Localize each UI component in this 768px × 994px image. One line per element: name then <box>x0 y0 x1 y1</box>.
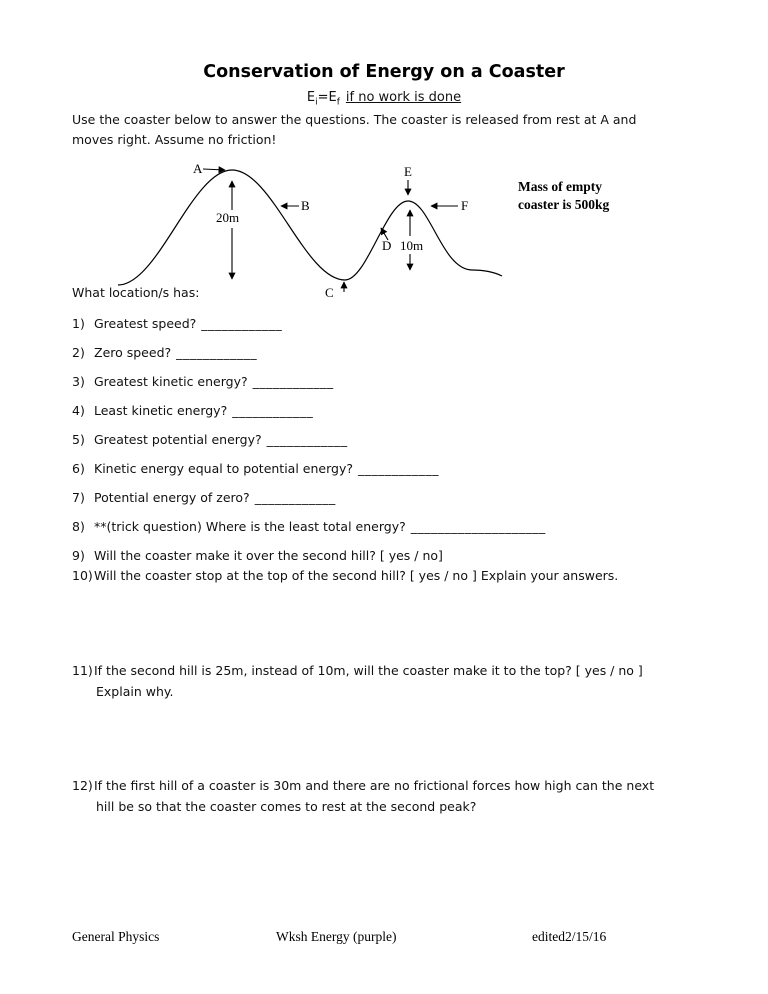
equation-sub-f: f <box>336 97 340 108</box>
answer-blank: ____________ <box>254 490 336 505</box>
question-text: If the second hill is 25m, instead of 10m, will the coaster make it to the top? [ yes / no ] <box>94 663 643 678</box>
label-point-B: B <box>301 198 310 213</box>
question-number: 10) <box>72 568 93 583</box>
mass-note <box>518 178 609 214</box>
answer-blank: ____________ <box>176 345 258 360</box>
mass-note-line-1: Mass of empty <box>518 179 602 194</box>
question-7 <box>72 489 722 506</box>
question-number: 1) <box>72 316 85 331</box>
question-text: Greatest kinetic energy? <box>94 374 248 389</box>
question-number: 4) <box>72 403 85 418</box>
question-number: 2) <box>72 345 85 360</box>
question-text: If the first hill of a coaster is 30m and there are no frictional forces how high can the next <box>94 778 655 793</box>
page-title: Conservation of Energy on a Coaster <box>203 62 565 82</box>
question-text: Kinetic energy equal to potential energy? <box>94 461 353 476</box>
answer-blank: ____________ <box>201 316 283 331</box>
coaster-diagram-svg <box>100 158 520 306</box>
question-number: 6) <box>72 461 85 476</box>
question-9 <box>72 547 722 564</box>
question-text-line-2: Explain why. <box>96 684 174 699</box>
question-text: Least kinetic energy? <box>94 403 228 418</box>
question-number: 9) <box>72 548 85 563</box>
equation-e-final: =E <box>317 90 337 105</box>
question-number: 3) <box>72 374 85 389</box>
intro-line-1: Use the coaster below to answer the questions. The coaster is released from rest at A and <box>72 112 637 127</box>
equation-e-initial: E <box>306 90 316 105</box>
question-number: 7) <box>72 490 85 505</box>
question-text: Greatest speed? <box>94 316 197 331</box>
answer-blank: ____________ <box>266 432 348 447</box>
question-1 <box>72 315 722 332</box>
question-5 <box>72 431 722 448</box>
question-text: **(trick question) Where is the least total energy? <box>94 519 406 534</box>
answer-blank: ____________ <box>357 461 439 476</box>
label-point-F: F <box>461 198 469 213</box>
intro-line-2: moves right. Assume no friction! <box>72 132 277 147</box>
answer-blank: ____________________ <box>410 519 546 534</box>
label-point-D: D <box>382 238 392 253</box>
arrow-A-icon <box>203 169 225 170</box>
coaster-diagram <box>0 0 768 310</box>
questions-list <box>72 315 722 827</box>
question-10 <box>72 567 722 584</box>
footer-course: General Physics <box>72 929 160 944</box>
label-point-C: C <box>325 285 334 300</box>
footer-edited-date: edited2/15/16 <box>532 929 607 944</box>
question-4 <box>72 402 722 419</box>
label-second-hill-height: 10m <box>400 238 424 253</box>
equation-condition: if no work is done <box>345 90 462 105</box>
equation-sub-i: i <box>315 97 318 108</box>
question-text: Zero speed? <box>94 345 172 360</box>
mass-note-line-2: coaster is 500kg <box>518 197 610 212</box>
question-number: 12) <box>72 778 93 793</box>
coaster-track <box>118 170 502 285</box>
question-3 <box>72 373 722 390</box>
questions-prompt: What location/s has: <box>72 285 200 300</box>
question-text-line-2: hill be so that the coaster comes to rest at the second peak? <box>96 799 477 814</box>
question-text: Will the coaster stop at the top of the second hill? [ yes / no ] Explain your answers. <box>94 568 619 583</box>
question-11 <box>72 662 722 700</box>
question-8 <box>72 518 722 535</box>
page-footer <box>0 929 768 949</box>
question-text: Greatest potential energy? <box>94 432 262 447</box>
question-2 <box>72 344 722 361</box>
answer-blank: ____________ <box>252 374 334 389</box>
question-number: 5) <box>72 432 85 447</box>
footer-worksheet-name: Wksh Energy (purple) <box>276 929 397 944</box>
answer-blank: ____________ <box>232 403 314 418</box>
question-text: Will the coaster make it over the second hill? [ yes / no] <box>94 548 443 563</box>
label-point-E: E <box>404 164 412 179</box>
question-number: 11) <box>72 663 93 678</box>
question-number: 8) <box>72 519 85 534</box>
question-text: Potential energy of zero? <box>94 490 250 505</box>
question-12 <box>72 777 722 815</box>
question-6 <box>72 460 722 477</box>
label-first-hill-height: 20m <box>216 210 240 225</box>
label-point-A: A <box>193 161 203 176</box>
